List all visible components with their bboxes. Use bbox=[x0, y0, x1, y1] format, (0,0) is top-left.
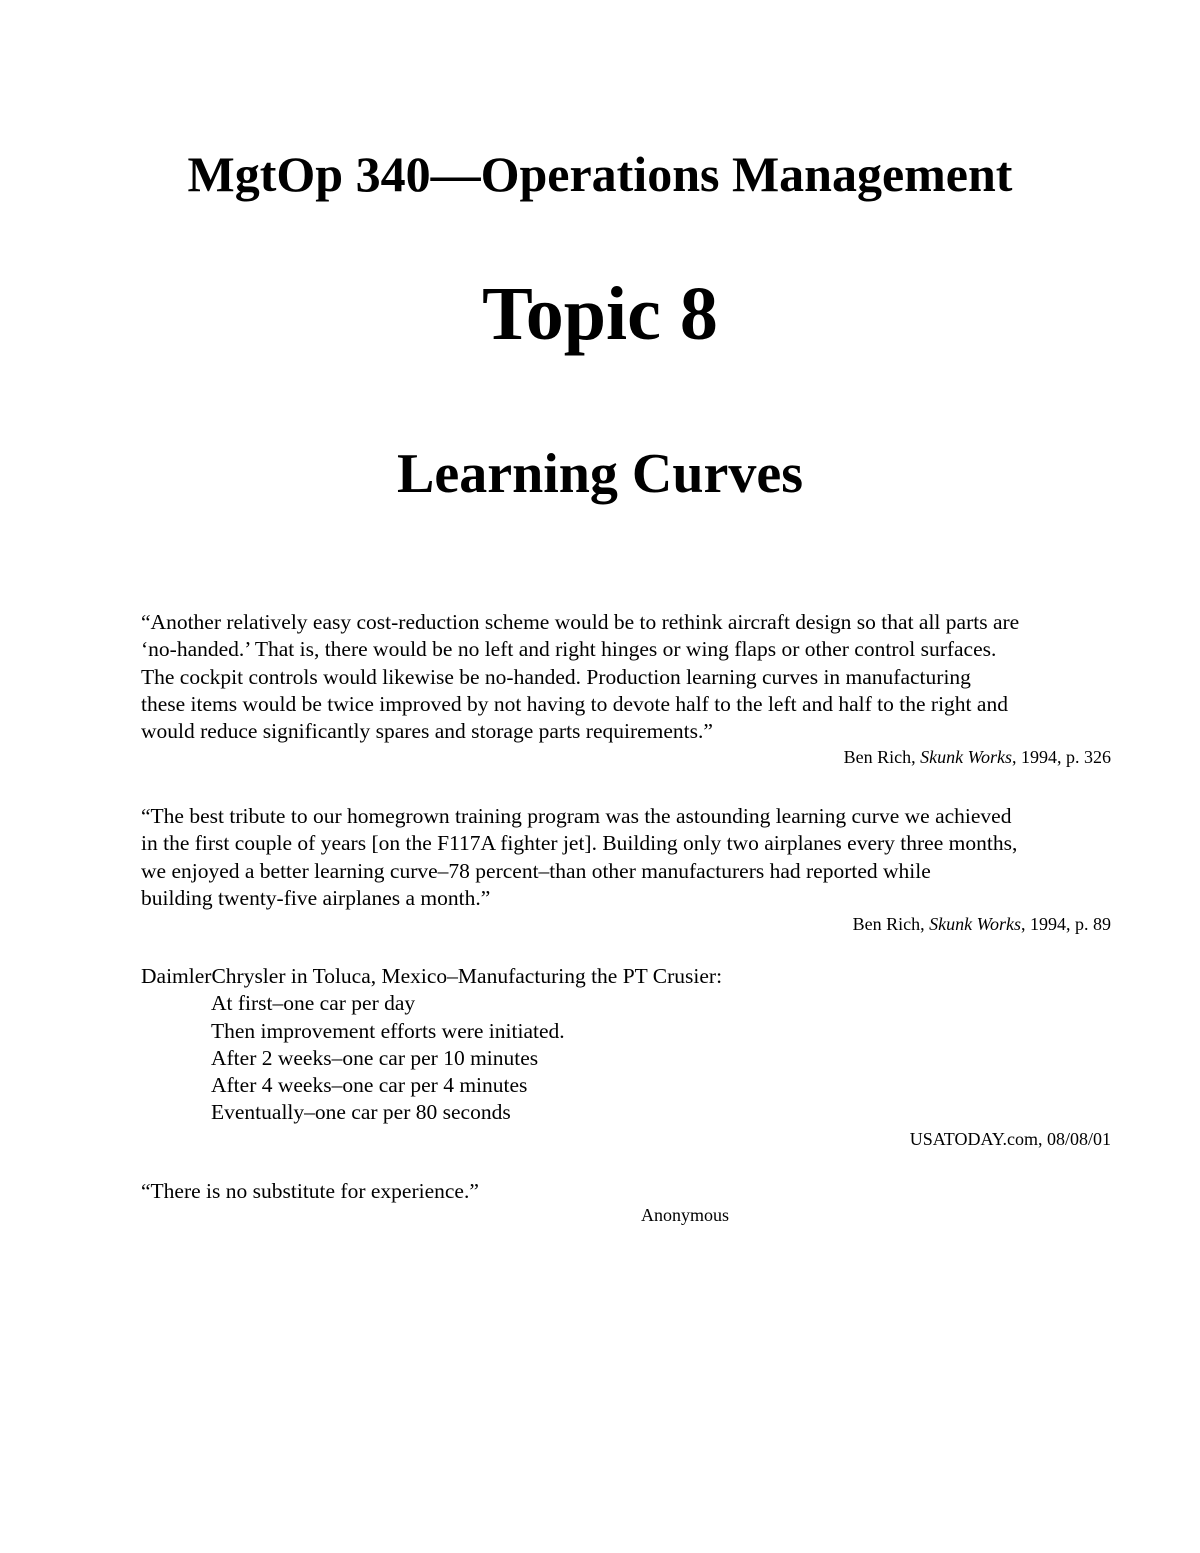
quote-attribution bbox=[141, 745, 1111, 770]
course-title: MgtOp 340—Operations Management bbox=[187, 146, 1013, 202]
quote-line: would reduce significantly spares and storage parts requirements.” bbox=[141, 719, 713, 744]
topic-title: Topic 8 bbox=[482, 272, 718, 356]
daimler-example bbox=[141, 963, 1111, 1152]
attribution-author: Ben Rich, bbox=[852, 914, 925, 935]
daimler-item: After 4 weeks–one car per 4 minutes bbox=[211, 1073, 528, 1098]
quote-training-program bbox=[141, 803, 1111, 937]
daimler-item: Eventually–one car per 80 seconds bbox=[211, 1100, 511, 1125]
daimler-item: Then improvement efforts were initiated. bbox=[211, 1018, 565, 1043]
attribution-author: Ben Rich, bbox=[843, 747, 916, 768]
daimler-heading: DaimlerChrysler in Toluca, Mexico–Manufacturing the PT Crusier: bbox=[141, 964, 723, 988]
subject-title: Learning Curves bbox=[397, 443, 803, 505]
attribution-book: Skunk Works bbox=[920, 747, 1012, 768]
attribution-book: Skunk Works bbox=[929, 914, 1021, 935]
quote-line: “Another relatively easy cost-reduction scheme would be to rethink aircraft design so that all parts are bbox=[141, 610, 1020, 634]
daimler-source: USATODAY.com, 08/08/01 bbox=[909, 1128, 1111, 1149]
daimler-item: At first–one car per day bbox=[211, 991, 416, 1016]
quote-attribution bbox=[141, 912, 1111, 937]
quote-line: “There is no substitute for experience.” bbox=[141, 1179, 479, 1203]
quote-line: The cockpit controls would likewise be no-handed. Production learning curves in manufacturing bbox=[141, 664, 971, 689]
quote-line: ‘no-handed.’ That is, there would be no left and right hinges or wing flaps or other control surfaces. bbox=[141, 637, 997, 662]
attribution-citation: , 1994, p. 326 bbox=[1012, 747, 1111, 768]
quote-line: these items would be twice improved by not having to devote half to the left and half to the right and bbox=[141, 691, 1008, 716]
quote-experience bbox=[141, 1178, 1111, 1205]
quote-line: in the first couple of years [on the F117A fighter jet]. Building only two airplanes every three months, bbox=[141, 831, 1018, 856]
quote-line: “The best tribute to our homegrown training program was the astounding learning curve we achieved bbox=[141, 804, 1012, 828]
daimler-item: After 2 weeks–one car per 10 minutes bbox=[211, 1045, 539, 1070]
quote-line: we enjoyed a better learning curve–78 percent–than other manufacturers had reported while bbox=[141, 858, 931, 883]
attribution-citation: , 1994, p. 89 bbox=[1021, 914, 1111, 935]
quote-aircraft-design bbox=[141, 609, 1111, 770]
quote-attribution-anonymous: Anonymous bbox=[640, 1205, 729, 1225]
quote-line: building twenty-five airplanes a month.” bbox=[141, 885, 491, 910]
